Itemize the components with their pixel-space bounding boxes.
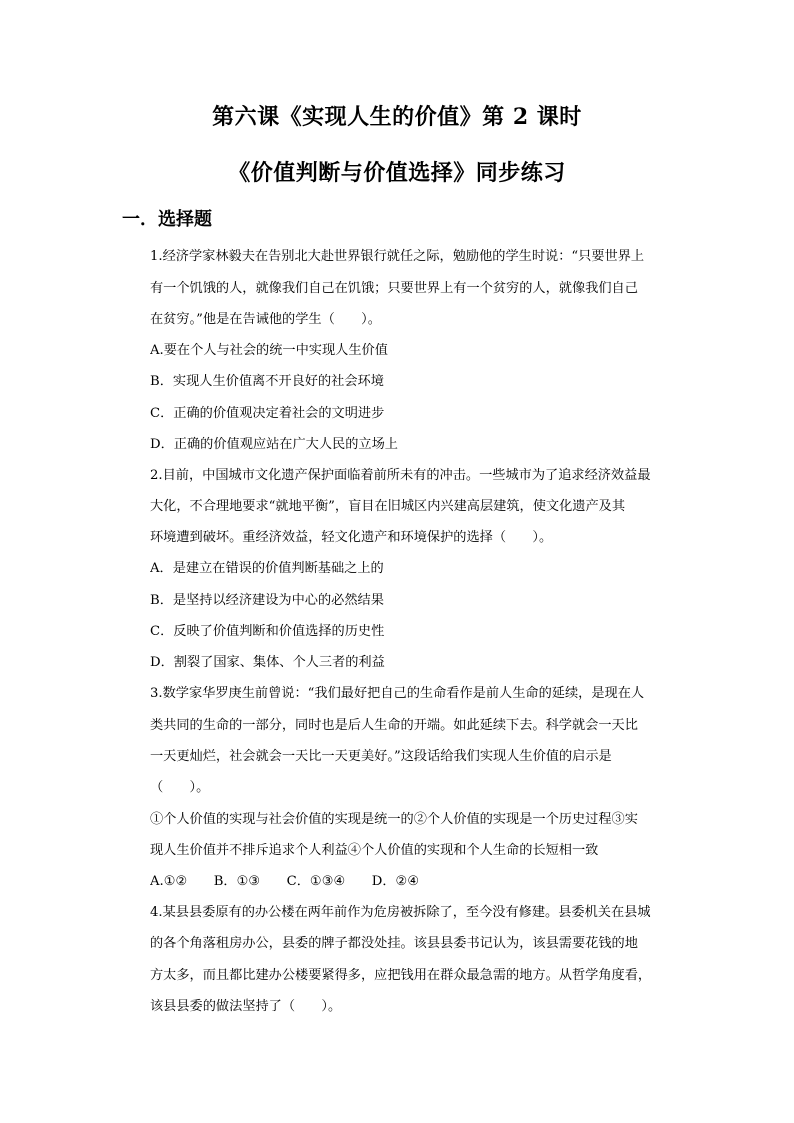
q3-stem-line: 一天更灿烂，社会就会一天比一天更美好。”这段话给我们实现人生价值的启示是 — [150, 749, 612, 764]
q3-stem-line: 3.数学家华罗庚生前曾说：“我们最好把自己的生命看作是前人生命的延续，是现在人 — [150, 686, 645, 701]
q1-stem-line: 有一个饥饿的人，就像我们自己在饥饿；只要世界上有一个贫穷的人，就像我们自己 — [150, 281, 638, 296]
page-subtitle: 《价值判断与价值选择》同步练习 — [228, 160, 566, 186]
q4-stem-line: 的各个角落租房办公，县委的牌子都没处挂。该县县委书记认为，该县需要花钱的地 — [150, 936, 638, 951]
q2-option-d: D．割裂了国家、集体、个人三者的利益 — [150, 655, 385, 670]
q1-stem-line: 1.经济学家林毅夫在告别北大赴世界银行就任之际，勉励他的学生时说：“只要世界上 — [150, 249, 645, 264]
section-heading: 一．选择题 — [122, 209, 212, 230]
q2-stem-line: 2.目前，中国城市文化遗产保护面临着前所未有的冲击。一些城市为了追求经济效益最 — [150, 468, 651, 483]
q2-option-b: B．是坚持以经济建设为中心的必然结果 — [150, 593, 384, 608]
q3-statements-line: 现人生价值并不排斥追求个人利益④个人价值的实现和个人生命的长短相一致 — [150, 843, 599, 858]
q2-option-a: A．是建立在错误的价值判断基础之上的 — [150, 561, 384, 576]
q3-stem-line: （ ）。 — [150, 780, 210, 795]
q1-option-b: B．实现人生价值离不开良好的社会环境 — [150, 374, 384, 389]
q3-options: A.①② B．①③ C．①③④ D．②④ — [150, 874, 420, 889]
q2-stem-line: 大化，不合理地要求“就地平衡”，盲目在旧城区内兴建高层建筑，使文化遗产及其 — [150, 499, 626, 514]
q1-option-d: D．正确的价值观应站在广大人民的立场上 — [150, 437, 398, 452]
q1-option-a: A.要在个人与社会的统一中实现人生价值 — [150, 343, 388, 358]
q2-stem-line: 环境遭到破坏。重经济效益，轻文化遗产和环境保护的选择（ ）。 — [150, 530, 553, 545]
q3-stem-line: 类共同的生命的一部分，同时也是后人生命的开端。如此延续下去。科学就会一天比 — [150, 718, 638, 733]
q2-option-c: C．反映了价值判断和价值选择的历史性 — [150, 624, 385, 639]
q4-stem-line: 4.某县县委原有的办公楼在两年前作为危房被拆除了，至今没有修建。县委机关在县城 — [150, 905, 651, 920]
page-title: 第六课《实现人生的价值》第 2 课时 — [212, 104, 582, 130]
q1-option-c: C．正确的价值观决定着社会的文明进步 — [150, 406, 385, 421]
q3-statements-line: ①个人价值的实现与社会价值的实现是统一的②个人价值的实现是一个历史过程③实 — [150, 812, 638, 827]
q1-stem-line: 在贫穷。”他是在告诫他的学生（ ）。 — [150, 312, 381, 327]
q4-stem-line: 方太多，而且都比建办公楼要紧得多，应把钱用在群众最急需的地方。从哲学角度看， — [150, 968, 652, 983]
q4-stem-line: 该县县委的做法坚持了（ ）。 — [150, 999, 342, 1014]
